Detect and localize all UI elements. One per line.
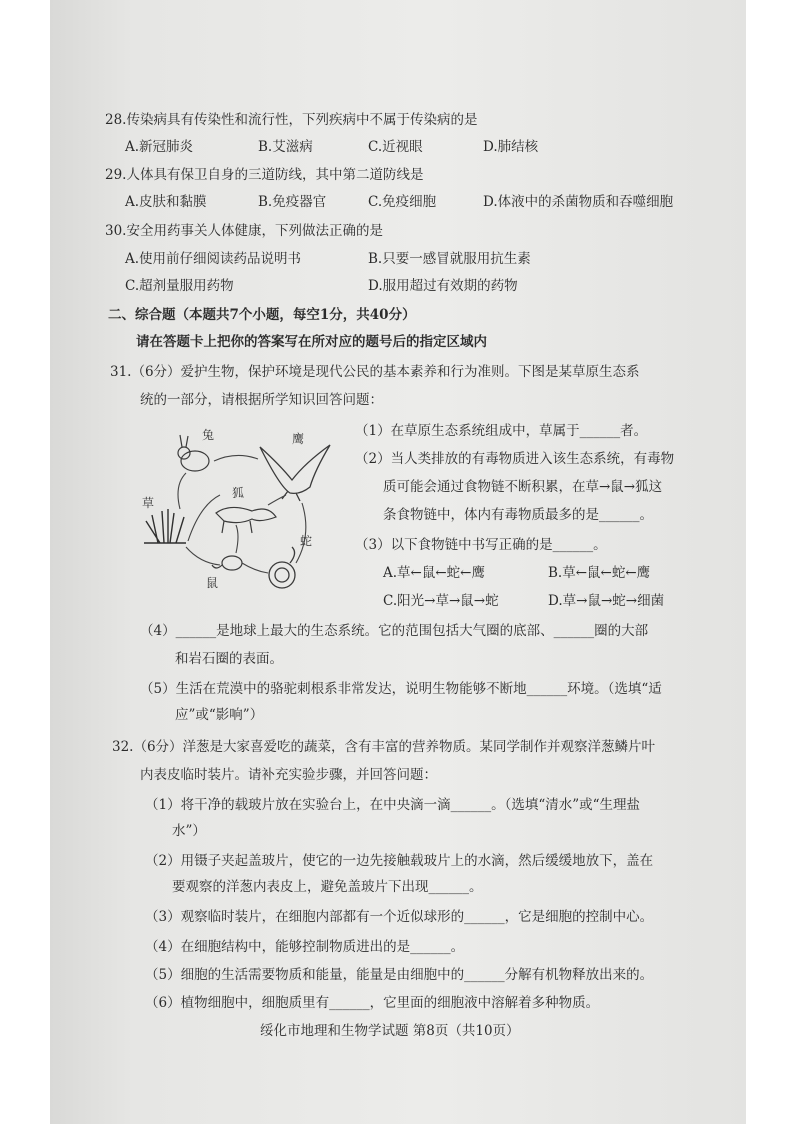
snake-drawing: [269, 547, 295, 588]
q31-part-4-line1: （4）______是地球上最大的生态系统。它的范围包括大气圈的底部、______圈的大部: [140, 623, 649, 639]
q31-part-3-option-b: B.草←鼠←蛇←鹰: [548, 565, 651, 581]
fox-drawing: [216, 507, 276, 533]
q29-option-d: D.体液中的杀菌物质和吞噬细胞: [483, 194, 674, 210]
fox-label: 狐: [232, 486, 245, 500]
q30-option-b: B.只要一感冒就服用抗生素: [368, 251, 531, 267]
q29-stem: 29.人体具有保卫自身的三道防线，其中第二道防线是: [105, 167, 424, 183]
q31-stem-line2: 统的一部分，请根据所学知识回答问题：: [140, 392, 383, 408]
q31-part-5-line1: （5）生活在荒漠中的骆驼刺根系非常发达，说明生物能够不断地______环境。（选填“适: [140, 681, 662, 697]
mouse-label: 鼠: [206, 576, 219, 590]
q31-part-2-line1: （2）当人类排放的有毒物质进入该生态系统，有毒物: [355, 451, 675, 467]
q30-stem: 30.安全用药事关人体健康，下列做法正确的是: [105, 223, 383, 239]
q32-part-6: （6）植物细胞中，细胞质里有______，它里面的细胞液中溶解着多种物质。: [145, 995, 600, 1011]
q31-stem-line1: 31.（6分）爱护生物，保护环境是现代公民的基本素养和行为准则。下图是某草原生态系: [110, 364, 640, 380]
q31-part-1: （1）在草原生态系统组成中，草属于______者。: [355, 423, 648, 439]
q32-part-5: （5）细胞的生活需要物质和能量，能量是由细胞中的______分解有机物释放出来的。: [145, 967, 654, 983]
q28-option-c: C.近视眼: [368, 139, 423, 155]
section-2-title: 二、综合题（本题共7个小题，每空1分，共40分）: [108, 307, 416, 323]
page-footer: 绥化市地理和生物学试题 第8页（共10页）: [260, 1023, 520, 1039]
q28-stem: 28.传染病具有传染性和流行性，下列疾病中不属于传染病的是: [105, 112, 478, 128]
q31-part-3-option-a: A.草←鼠←蛇←鹰: [383, 565, 485, 581]
q29-option-c: C.免疫细胞: [368, 194, 437, 210]
q32-stem-line1: 32.（6分）洋葱是大家喜爱吃的蔬菜，含有丰富的营养物质。某同学制作并观察洋葱鳞片叶: [112, 739, 656, 755]
q31-part-4-line2: 和岩石圈的表面。: [175, 651, 283, 667]
section-2-instruction: 请在答题卡上把你的答案写在所对应的题号后的指定区域内: [136, 334, 487, 350]
q31-part-2-line2: 质可能会通过食物链不断积累，在草→鼠→狐这: [383, 479, 663, 495]
q31-part-2-line3: 条食物链中，体内有毒物质最多的是______。: [383, 507, 653, 523]
q31-part-3-option-c: C.阳光→草→鼠→蛇: [383, 593, 499, 609]
q28-option-b: B.艾滋病: [258, 139, 313, 155]
rabbit-label: 兔: [202, 428, 215, 442]
eagle-drawing: [260, 445, 330, 501]
food-web-diagram: [140, 425, 350, 595]
q29-option-b: B.免疫器官: [258, 194, 327, 210]
q32-part-3: （3）观察临时装片，在细胞内部都有一个近似球形的______，它是细胞的控制中心。: [145, 909, 654, 925]
q32-part-2-line2: 要观察的洋葱内表皮上，避免盖玻片下出现______。: [172, 879, 483, 895]
q32-part-2-line1: （2）用镊子夹起盖玻片，使它的一边先接触载玻片上的水滴，然后缓缓地放下，盖在: [145, 853, 654, 869]
eagle-label: 鹰: [292, 432, 305, 446]
q31-part-3: （3）以下食物链中书写正确的是______。: [355, 537, 607, 553]
q28-option-d: D.肺结核: [483, 139, 539, 155]
q28-option-a: A.新冠肺炎: [125, 139, 194, 155]
q32-part-4: （4）在细胞结构中，能够控制物质进出的是______。: [145, 939, 465, 955]
snake-label: 蛇: [300, 534, 313, 548]
grass-label: 草: [142, 496, 155, 510]
q32-part-1-line2: 水”）: [172, 823, 206, 839]
q31-part-3-option-d: D.草→鼠→蛇→细菌: [548, 593, 665, 609]
q31-part-5-line2: 应”或“影响”）: [175, 707, 264, 723]
grass-drawing: [144, 509, 186, 543]
q32-stem-line2: 内表皮临时装片。请补充实验步骤，并回答问题：: [140, 767, 437, 783]
mouse-drawing: [212, 556, 242, 570]
q30-option-a: A.使用前仔细阅读药品说明书: [125, 251, 302, 267]
q30-option-c: C.超剂量服用药物: [125, 278, 234, 294]
q30-option-d: D.服用超过有效期的药物: [368, 278, 518, 294]
q32-part-1-line1: （1）将干净的载玻片放在实验台上，在中央滴一滴______。（选填“清水”或“生理盐: [145, 797, 641, 813]
q29-option-a: A.皮肤和黏膜: [125, 194, 207, 210]
